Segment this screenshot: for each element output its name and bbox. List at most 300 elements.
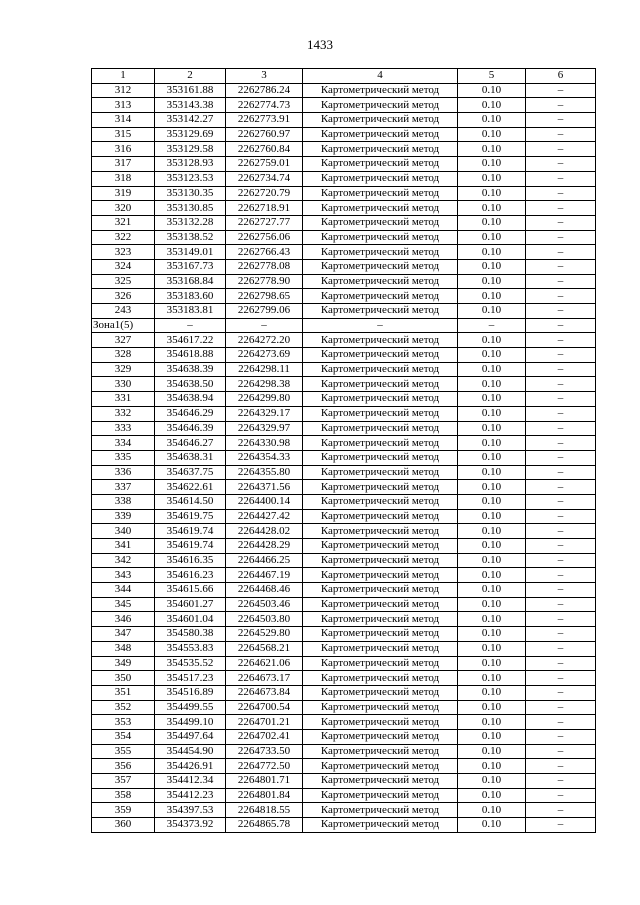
- point-number-cell: 335: [92, 450, 155, 465]
- y-coordinate-cell: 2264673.17: [226, 671, 303, 686]
- description-cell: –: [526, 612, 596, 627]
- accuracy-cell: 0.10: [458, 436, 526, 451]
- method-cell: Картометрический метод: [303, 215, 458, 230]
- table-row: [92, 406, 596, 421]
- method-cell: Картометрический метод: [303, 612, 458, 627]
- method-cell: Картометрический метод: [303, 392, 458, 407]
- method-cell: Картометрический метод: [303, 186, 458, 201]
- x-coordinate-cell: 353129.69: [155, 127, 226, 142]
- accuracy-cell: 0.10: [458, 98, 526, 113]
- method-cell: Картометрический метод: [303, 524, 458, 539]
- y-coordinate-cell: 2264354.33: [226, 450, 303, 465]
- description-cell: –: [526, 230, 596, 245]
- table-row: [92, 421, 596, 436]
- method-cell: Картометрический метод: [303, 83, 458, 98]
- x-coordinate-cell: 353138.52: [155, 230, 226, 245]
- y-coordinate-cell: 2262756.06: [226, 230, 303, 245]
- accuracy-cell: 0.10: [458, 406, 526, 421]
- table-row: [92, 348, 596, 363]
- accuracy-cell: 0.10: [458, 171, 526, 186]
- accuracy-cell: 0.10: [458, 597, 526, 612]
- x-coordinate-cell: 354373.92: [155, 818, 226, 833]
- method-cell: Картометрический метод: [303, 715, 458, 730]
- point-number-cell: 347: [92, 627, 155, 642]
- description-cell: –: [526, 759, 596, 774]
- accuracy-cell: 0.10: [458, 553, 526, 568]
- y-coordinate-cell: 2264701.21: [226, 715, 303, 730]
- table-row: [92, 289, 596, 304]
- accuracy-cell: 0.10: [458, 656, 526, 671]
- description-cell: –: [526, 744, 596, 759]
- table-row: [92, 362, 596, 377]
- method-cell: Картометрический метод: [303, 377, 458, 392]
- x-coordinate-cell: 354617.22: [155, 333, 226, 348]
- method-cell: Картометрический метод: [303, 406, 458, 421]
- y-coordinate-cell: 2264568.21: [226, 641, 303, 656]
- x-coordinate-cell: 354638.39: [155, 362, 226, 377]
- y-coordinate-cell: 2262727.77: [226, 215, 303, 230]
- description-cell: –: [526, 818, 596, 833]
- y-coordinate-cell: 2264428.02: [226, 524, 303, 539]
- x-coordinate-cell: 353123.53: [155, 171, 226, 186]
- y-coordinate-cell: 2262759.01: [226, 157, 303, 172]
- description-cell: –: [526, 362, 596, 377]
- description-cell: –: [526, 729, 596, 744]
- accuracy-cell: 0.10: [458, 215, 526, 230]
- x-coordinate-cell: 354614.50: [155, 494, 226, 509]
- method-cell: Картометрический метод: [303, 700, 458, 715]
- x-coordinate-cell: 353130.85: [155, 201, 226, 216]
- column-header: 2: [155, 69, 226, 84]
- y-coordinate-cell: 2264503.80: [226, 612, 303, 627]
- table-row: [92, 803, 596, 818]
- method-cell: Картометрический метод: [303, 759, 458, 774]
- method-cell: Картометрический метод: [303, 142, 458, 157]
- description-cell: –: [526, 568, 596, 583]
- x-coordinate-cell: 354601.04: [155, 612, 226, 627]
- x-coordinate-cell: 354601.27: [155, 597, 226, 612]
- x-coordinate-cell: 354535.52: [155, 656, 226, 671]
- point-number-cell: 350: [92, 671, 155, 686]
- accuracy-cell: 0.10: [458, 685, 526, 700]
- point-number-cell: 336: [92, 465, 155, 480]
- accuracy-cell: 0.10: [458, 671, 526, 686]
- y-coordinate-cell: 2264467.19: [226, 568, 303, 583]
- table-row: [92, 524, 596, 539]
- point-number-cell: 315: [92, 127, 155, 142]
- accuracy-cell: 0.10: [458, 259, 526, 274]
- accuracy-cell: 0.10: [458, 392, 526, 407]
- x-coordinate-cell: 354412.34: [155, 774, 226, 789]
- table-row: [92, 744, 596, 759]
- x-coordinate-cell: 354646.39: [155, 421, 226, 436]
- y-coordinate-cell: 2264400.14: [226, 494, 303, 509]
- table-row: [92, 553, 596, 568]
- y-coordinate-cell: 2264673.84: [226, 685, 303, 700]
- y-coordinate-cell: 2262799.06: [226, 304, 303, 319]
- accuracy-cell: 0.10: [458, 494, 526, 509]
- point-number-cell: 327: [92, 333, 155, 348]
- accuracy-cell: 0.10: [458, 127, 526, 142]
- y-coordinate-cell: 2264329.17: [226, 406, 303, 421]
- accuracy-cell: 0.10: [458, 744, 526, 759]
- accuracy-cell: 0.10: [458, 201, 526, 216]
- point-number-cell: 354: [92, 729, 155, 744]
- description-cell: –: [526, 656, 596, 671]
- point-number-cell: 331: [92, 392, 155, 407]
- description-cell: –: [526, 803, 596, 818]
- y-coordinate-cell: 2262720.79: [226, 186, 303, 201]
- point-number-cell: 343: [92, 568, 155, 583]
- y-coordinate-cell: 2262774.73: [226, 98, 303, 113]
- point-number-cell: 319: [92, 186, 155, 201]
- point-number-cell: 243: [92, 304, 155, 319]
- y-coordinate-cell: 2264468.46: [226, 583, 303, 598]
- x-coordinate-cell: 353132.28: [155, 215, 226, 230]
- table-row: [92, 171, 596, 186]
- y-coordinate-cell: 2262786.24: [226, 83, 303, 98]
- table-row: [92, 230, 596, 245]
- y-coordinate-cell: 2264801.71: [226, 774, 303, 789]
- accuracy-cell: 0.10: [458, 641, 526, 656]
- description-cell: –: [526, 597, 596, 612]
- description-cell: –: [526, 98, 596, 113]
- description-cell: –: [526, 113, 596, 128]
- accuracy-cell: 0.10: [458, 465, 526, 480]
- table-row: [92, 685, 596, 700]
- x-coordinate-cell: 353167.73: [155, 259, 226, 274]
- point-number-cell: 332: [92, 406, 155, 421]
- method-cell: Картометрический метод: [303, 436, 458, 451]
- x-coordinate-cell: 354616.23: [155, 568, 226, 583]
- y-coordinate-cell: 2262734.74: [226, 171, 303, 186]
- zone-row: [92, 318, 596, 333]
- method-cell: Картометрический метод: [303, 583, 458, 598]
- accuracy-cell: 0.10: [458, 230, 526, 245]
- table-row: [92, 465, 596, 480]
- point-number-cell: 329: [92, 362, 155, 377]
- x-coordinate-cell: 353143.38: [155, 98, 226, 113]
- accuracy-cell: 0.10: [458, 348, 526, 363]
- description-cell: –: [526, 392, 596, 407]
- description-cell: –: [526, 539, 596, 554]
- x-coordinate-cell: 354553.83: [155, 641, 226, 656]
- table-row: [92, 274, 596, 289]
- point-number-cell: 318: [92, 171, 155, 186]
- x-coordinate-cell: 353183.81: [155, 304, 226, 319]
- method-cell: Картометрический метод: [303, 201, 458, 216]
- method-cell: Картометрический метод: [303, 304, 458, 319]
- point-number-cell: 342: [92, 553, 155, 568]
- accuracy-cell: 0.10: [458, 818, 526, 833]
- point-number-cell: 355: [92, 744, 155, 759]
- column-header: 1: [92, 69, 155, 84]
- x-coordinate-cell: 353183.60: [155, 289, 226, 304]
- table-row: [92, 597, 596, 612]
- x-coordinate-cell: 354638.31: [155, 450, 226, 465]
- method-cell: Картометрический метод: [303, 671, 458, 686]
- y-coordinate-cell: 2264503.46: [226, 597, 303, 612]
- method-cell: Картометрический метод: [303, 450, 458, 465]
- point-number-cell: 344: [92, 583, 155, 598]
- point-number-cell: 334: [92, 436, 155, 451]
- accuracy-cell: 0.10: [458, 612, 526, 627]
- y-coordinate-cell: 2262766.43: [226, 245, 303, 260]
- accuracy-cell: 0.10: [458, 157, 526, 172]
- accuracy-cell: 0.10: [458, 377, 526, 392]
- table-row: [92, 583, 596, 598]
- description-cell: –: [526, 553, 596, 568]
- accuracy-cell: 0.10: [458, 803, 526, 818]
- method-cell: Картометрический метод: [303, 744, 458, 759]
- description-cell: –: [526, 436, 596, 451]
- column-header: 5: [458, 69, 526, 84]
- point-number-cell: 345: [92, 597, 155, 612]
- description-cell: –: [526, 715, 596, 730]
- table-row: [92, 627, 596, 642]
- table-row: [92, 480, 596, 495]
- description-cell: –: [526, 289, 596, 304]
- table-row: [92, 83, 596, 98]
- y-coordinate-cell: –: [226, 318, 303, 333]
- point-number-cell: 356: [92, 759, 155, 774]
- description-cell: –: [526, 157, 596, 172]
- x-coordinate-cell: 353129.58: [155, 142, 226, 157]
- method-cell: Картометрический метод: [303, 597, 458, 612]
- page-number: 1433: [307, 37, 333, 52]
- y-coordinate-cell: 2264621.06: [226, 656, 303, 671]
- method-cell: Картометрический метод: [303, 568, 458, 583]
- x-coordinate-cell: 354497.64: [155, 729, 226, 744]
- table-row: [92, 113, 596, 128]
- method-cell: Картометрический метод: [303, 509, 458, 524]
- table-row: [92, 377, 596, 392]
- y-coordinate-cell: 2264865.78: [226, 818, 303, 833]
- x-coordinate-cell: 354619.75: [155, 509, 226, 524]
- method-cell: –: [303, 318, 458, 333]
- description-cell: –: [526, 127, 596, 142]
- table-row: [92, 259, 596, 274]
- accuracy-cell: 0.10: [458, 289, 526, 304]
- table-row: [92, 201, 596, 216]
- y-coordinate-cell: 2264772.50: [226, 759, 303, 774]
- accuracy-cell: 0.10: [458, 774, 526, 789]
- accuracy-cell: 0.10: [458, 245, 526, 260]
- accuracy-cell: 0.10: [458, 583, 526, 598]
- table-body: [92, 83, 596, 832]
- accuracy-cell: 0.10: [458, 421, 526, 436]
- point-number-cell: Зона1(5): [92, 318, 155, 333]
- point-number-cell: 352: [92, 700, 155, 715]
- point-number-cell: 340: [92, 524, 155, 539]
- description-cell: –: [526, 788, 596, 803]
- table-row: [92, 142, 596, 157]
- description-cell: –: [526, 406, 596, 421]
- table-row: [92, 127, 596, 142]
- y-coordinate-cell: 2262798.65: [226, 289, 303, 304]
- table-row: [92, 215, 596, 230]
- table-row: [92, 656, 596, 671]
- description-cell: –: [526, 215, 596, 230]
- y-coordinate-cell: 2264529.80: [226, 627, 303, 642]
- y-coordinate-cell: 2264273.69: [226, 348, 303, 363]
- description-cell: –: [526, 524, 596, 539]
- point-number-cell: 357: [92, 774, 155, 789]
- y-coordinate-cell: 2264298.38: [226, 377, 303, 392]
- description-cell: –: [526, 142, 596, 157]
- point-number-cell: 339: [92, 509, 155, 524]
- table-row: [92, 98, 596, 113]
- accuracy-cell: 0.10: [458, 83, 526, 98]
- point-number-cell: 360: [92, 818, 155, 833]
- x-coordinate-cell: 354618.88: [155, 348, 226, 363]
- y-coordinate-cell: 2264330.98: [226, 436, 303, 451]
- table-row: [92, 612, 596, 627]
- description-cell: –: [526, 450, 596, 465]
- method-cell: Картометрический метод: [303, 480, 458, 495]
- method-cell: Картометрический метод: [303, 157, 458, 172]
- y-coordinate-cell: 2262718.91: [226, 201, 303, 216]
- x-coordinate-cell: 354616.35: [155, 553, 226, 568]
- table-row: [92, 392, 596, 407]
- column-header: 3: [226, 69, 303, 84]
- y-coordinate-cell: 2264733.50: [226, 744, 303, 759]
- description-cell: –: [526, 421, 596, 436]
- x-coordinate-cell: 354454.90: [155, 744, 226, 759]
- point-number-cell: 321: [92, 215, 155, 230]
- accuracy-cell: 0.10: [458, 715, 526, 730]
- method-cell: Картометрический метод: [303, 465, 458, 480]
- table-row: [92, 509, 596, 524]
- point-number-cell: 346: [92, 612, 155, 627]
- table-row: [92, 450, 596, 465]
- x-coordinate-cell: 354619.74: [155, 539, 226, 554]
- method-cell: Картометрический метод: [303, 127, 458, 142]
- y-coordinate-cell: 2264702.41: [226, 729, 303, 744]
- table-row: [92, 333, 596, 348]
- x-coordinate-cell: 354646.27: [155, 436, 226, 451]
- point-number-cell: 359: [92, 803, 155, 818]
- method-cell: Картометрический метод: [303, 113, 458, 128]
- point-number-cell: 325: [92, 274, 155, 289]
- description-cell: –: [526, 465, 596, 480]
- accuracy-cell: 0.10: [458, 788, 526, 803]
- method-cell: Картометрический метод: [303, 729, 458, 744]
- method-cell: Картометрический метод: [303, 171, 458, 186]
- description-cell: –: [526, 83, 596, 98]
- table-row: [92, 641, 596, 656]
- method-cell: Картометрический метод: [303, 627, 458, 642]
- x-coordinate-cell: 353168.84: [155, 274, 226, 289]
- x-coordinate-cell: –: [155, 318, 226, 333]
- accuracy-cell: 0.10: [458, 362, 526, 377]
- accuracy-cell: 0.10: [458, 333, 526, 348]
- x-coordinate-cell: 353128.93: [155, 157, 226, 172]
- point-number-cell: 341: [92, 539, 155, 554]
- accuracy-cell: 0.10: [458, 539, 526, 554]
- accuracy-cell: 0.10: [458, 274, 526, 289]
- y-coordinate-cell: 2262778.08: [226, 259, 303, 274]
- x-coordinate-cell: 354622.61: [155, 480, 226, 495]
- table-row: [92, 700, 596, 715]
- accuracy-cell: 0.10: [458, 759, 526, 774]
- x-coordinate-cell: 353142.27: [155, 113, 226, 128]
- point-number-cell: 326: [92, 289, 155, 304]
- point-number-cell: 337: [92, 480, 155, 495]
- method-cell: Картометрический метод: [303, 348, 458, 363]
- method-cell: Картометрический метод: [303, 788, 458, 803]
- method-cell: Картометрический метод: [303, 259, 458, 274]
- point-number-cell: 330: [92, 377, 155, 392]
- table-row: [92, 774, 596, 789]
- description-cell: –: [526, 480, 596, 495]
- description-cell: –: [526, 583, 596, 598]
- method-cell: Картометрический метод: [303, 289, 458, 304]
- y-coordinate-cell: 2264299.80: [226, 392, 303, 407]
- accuracy-cell: –: [458, 318, 526, 333]
- accuracy-cell: 0.10: [458, 450, 526, 465]
- y-coordinate-cell: 2264371.56: [226, 480, 303, 495]
- table-row: [92, 671, 596, 686]
- x-coordinate-cell: 354499.55: [155, 700, 226, 715]
- y-coordinate-cell: 2264298.11: [226, 362, 303, 377]
- table-row: [92, 715, 596, 730]
- table-row: [92, 186, 596, 201]
- x-coordinate-cell: 354426.91: [155, 759, 226, 774]
- point-number-cell: 351: [92, 685, 155, 700]
- accuracy-cell: 0.10: [458, 700, 526, 715]
- method-cell: Картометрический метод: [303, 274, 458, 289]
- description-cell: –: [526, 304, 596, 319]
- table-row: [92, 157, 596, 172]
- y-coordinate-cell: 2264355.80: [226, 465, 303, 480]
- method-cell: Картометрический метод: [303, 553, 458, 568]
- method-cell: Картометрический метод: [303, 641, 458, 656]
- description-cell: –: [526, 186, 596, 201]
- x-coordinate-cell: 353130.35: [155, 186, 226, 201]
- point-number-cell: 333: [92, 421, 155, 436]
- x-coordinate-cell: 354517.23: [155, 671, 226, 686]
- accuracy-cell: 0.10: [458, 627, 526, 642]
- y-coordinate-cell: 2264272.20: [226, 333, 303, 348]
- accuracy-cell: 0.10: [458, 480, 526, 495]
- x-coordinate-cell: 354580.38: [155, 627, 226, 642]
- table-header-row: [92, 69, 596, 84]
- x-coordinate-cell: 354499.10: [155, 715, 226, 730]
- method-cell: Картометрический метод: [303, 818, 458, 833]
- point-number-cell: 312: [92, 83, 155, 98]
- description-cell: –: [526, 259, 596, 274]
- coordinates-table: [91, 68, 596, 833]
- description-cell: –: [526, 245, 596, 260]
- x-coordinate-cell: 354637.75: [155, 465, 226, 480]
- accuracy-cell: 0.10: [458, 304, 526, 319]
- point-number-cell: 323: [92, 245, 155, 260]
- accuracy-cell: 0.10: [458, 509, 526, 524]
- description-cell: –: [526, 641, 596, 656]
- table-row: [92, 494, 596, 509]
- description-cell: –: [526, 685, 596, 700]
- point-number-cell: 324: [92, 259, 155, 274]
- method-cell: Картометрический метод: [303, 494, 458, 509]
- table-row: [92, 788, 596, 803]
- x-coordinate-cell: 354516.89: [155, 685, 226, 700]
- point-number-cell: 316: [92, 142, 155, 157]
- description-cell: –: [526, 201, 596, 216]
- y-coordinate-cell: 2264818.55: [226, 803, 303, 818]
- y-coordinate-cell: 2262760.97: [226, 127, 303, 142]
- method-cell: Картометрический метод: [303, 333, 458, 348]
